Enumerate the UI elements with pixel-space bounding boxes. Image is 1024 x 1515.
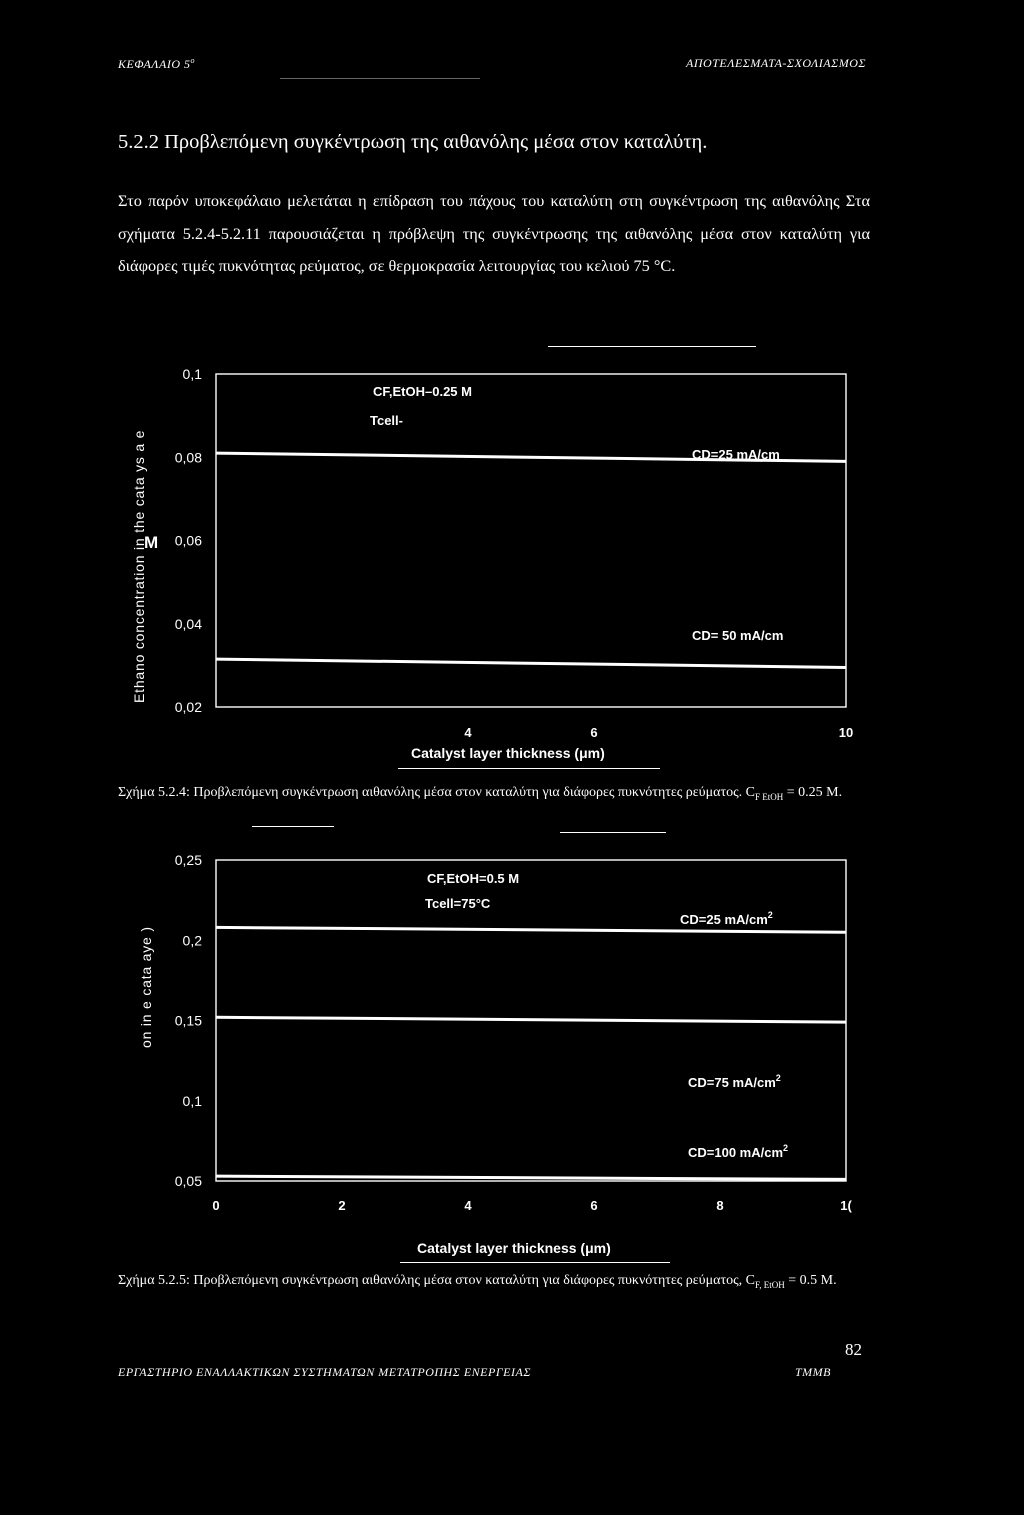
- annotation-temp-2: Tcell=75°C: [425, 896, 491, 911]
- series-label-3: CD=100 $mA/cm^2$: [688, 1143, 789, 1160]
- chapter-sup: ο: [190, 56, 196, 65]
- series-line-1: [216, 927, 846, 932]
- footer-lab: ΕΡΓΑΣΤΗΡΙΟ ΕΝΑΛΛΑΚΤΙΚΩΝ ΣΥΣΤΗΜΑΤΩΝ ΜΕΤΑΤΡΟΠΗΣ ΕΝΕΡΓΕΙΑΣ: [118, 1365, 531, 1379]
- y-tick-label: 0,05: [174, 1173, 202, 1189]
- series-label-1: CD=25 $mA/cm^2$: [680, 910, 773, 927]
- x-tick-label: 6: [590, 725, 598, 740]
- y-tick-label: 0,1: [182, 366, 202, 382]
- y-tick-label: 0,25: [174, 852, 202, 868]
- caption-1-sub: F EtOH: [754, 791, 784, 802]
- x-axis-label-2: Catalyst layer thickness (μm): [417, 1240, 611, 1256]
- footer-dept: ΤΜΜΒ: [795, 1365, 831, 1379]
- y-tick-label: 0,02: [174, 699, 202, 715]
- annotation-conc-2: CF,EtOH=0.5 M: [427, 871, 520, 886]
- series-label-1: CD=25 mA/cm: [692, 447, 780, 462]
- x-tick-label: 2: [338, 1198, 346, 1213]
- y-tick-label: 0,15: [174, 1012, 202, 1029]
- y-axis-unit-1: M: [144, 533, 159, 552]
- x-tick-label: 6: [590, 1198, 598, 1213]
- caption-2-label: Σχήμα 5.2.5:: [118, 1273, 190, 1288]
- chapter-label: ΚΕΦΑΛΑΙΟ 5: [118, 57, 191, 71]
- x-tick-label: 8: [716, 1198, 724, 1213]
- figure-2-caption: [118, 1272, 868, 1294]
- x-tick-label: 4: [464, 1198, 472, 1213]
- x-tick-label: 10: [838, 725, 854, 740]
- caption-1-text: Προβλεπόμενη συγκέντρωση αιθανόλης μέσα στον καταλύτη για διάφορες πυκνότητες ρεύματος. C: [193, 785, 755, 800]
- y-tick-label: 0,06: [174, 532, 202, 549]
- section-header: ΑΠΟΤΕΛΕΣΜΑΤΑ-ΣΧΟΛΙΑΣΜΟΣ: [686, 56, 866, 70]
- y-tick-label: 0,1: [182, 1092, 202, 1109]
- annotation-conc-1: CF,EtOH–0.25 M: [373, 384, 472, 399]
- caption-2-end: = 0.5 M.: [784, 1273, 837, 1288]
- caption-2-sub: F, EtOH: [754, 1279, 785, 1290]
- y-axis-label-1: Ethano concentration in the cata ys a e: [131, 429, 147, 703]
- x-tick-label: 1(: [840, 1198, 852, 1213]
- caption-1-end: = 0.25 M.: [783, 785, 843, 800]
- y-tick-label: 0,2: [182, 932, 202, 949]
- x-axis-label-underline-2: [400, 1262, 670, 1263]
- y-tick-label: 0,04: [174, 615, 202, 632]
- caption-2-text: Προβλεπόμενη συγκέντρωση αιθανόλης μέσα στον καταλύτη για διάφορες πυκνότητες ρεύματος, C: [193, 1273, 755, 1288]
- x-axis-label-1: Catalyst layer thickness (μm): [411, 745, 605, 761]
- section-title: 5.2.2 Προβλεπόμενη συγκέντρωση της αιθανόλης μέσα στον καταλύτη.: [118, 131, 708, 153]
- series-label-2: CD=75 $mA/cm^2$: [688, 1073, 781, 1090]
- series-label-2: CD= 50 mA/cm: [692, 628, 784, 643]
- caption-1-label: Σχήμα 5.2.4:: [118, 785, 190, 800]
- annotation-temp-1: Tcell-: [370, 413, 403, 428]
- y-axis-label-2: on in e cata aye ): [138, 926, 154, 1048]
- section-paragraph: Στο παρόν υποκεφάλαιο μελετάται η επίδραση του πάχους του καταλύτη στη συγκέντρωση της αιθανόλης Στα σχήματα 5.2.4-5.2.11 παρουσιάζεται η πρόβλεψη της συγκέντρωσης της αιθανόλης μέσα στον καταλύτη για διάφορες τιμές πυκνότητας ρεύματος, σε θερμοκρασία λειτουργίας του κελιού 75 °C.: [118, 191, 870, 275]
- x-tick-label: 0: [212, 1198, 220, 1213]
- x-tick-label: 4: [464, 725, 472, 740]
- series-line-2: [216, 1017, 846, 1022]
- page-number: 82: [845, 1340, 862, 1359]
- series-line-3: [216, 1176, 846, 1179]
- y-tick-label: 0,08: [174, 449, 202, 466]
